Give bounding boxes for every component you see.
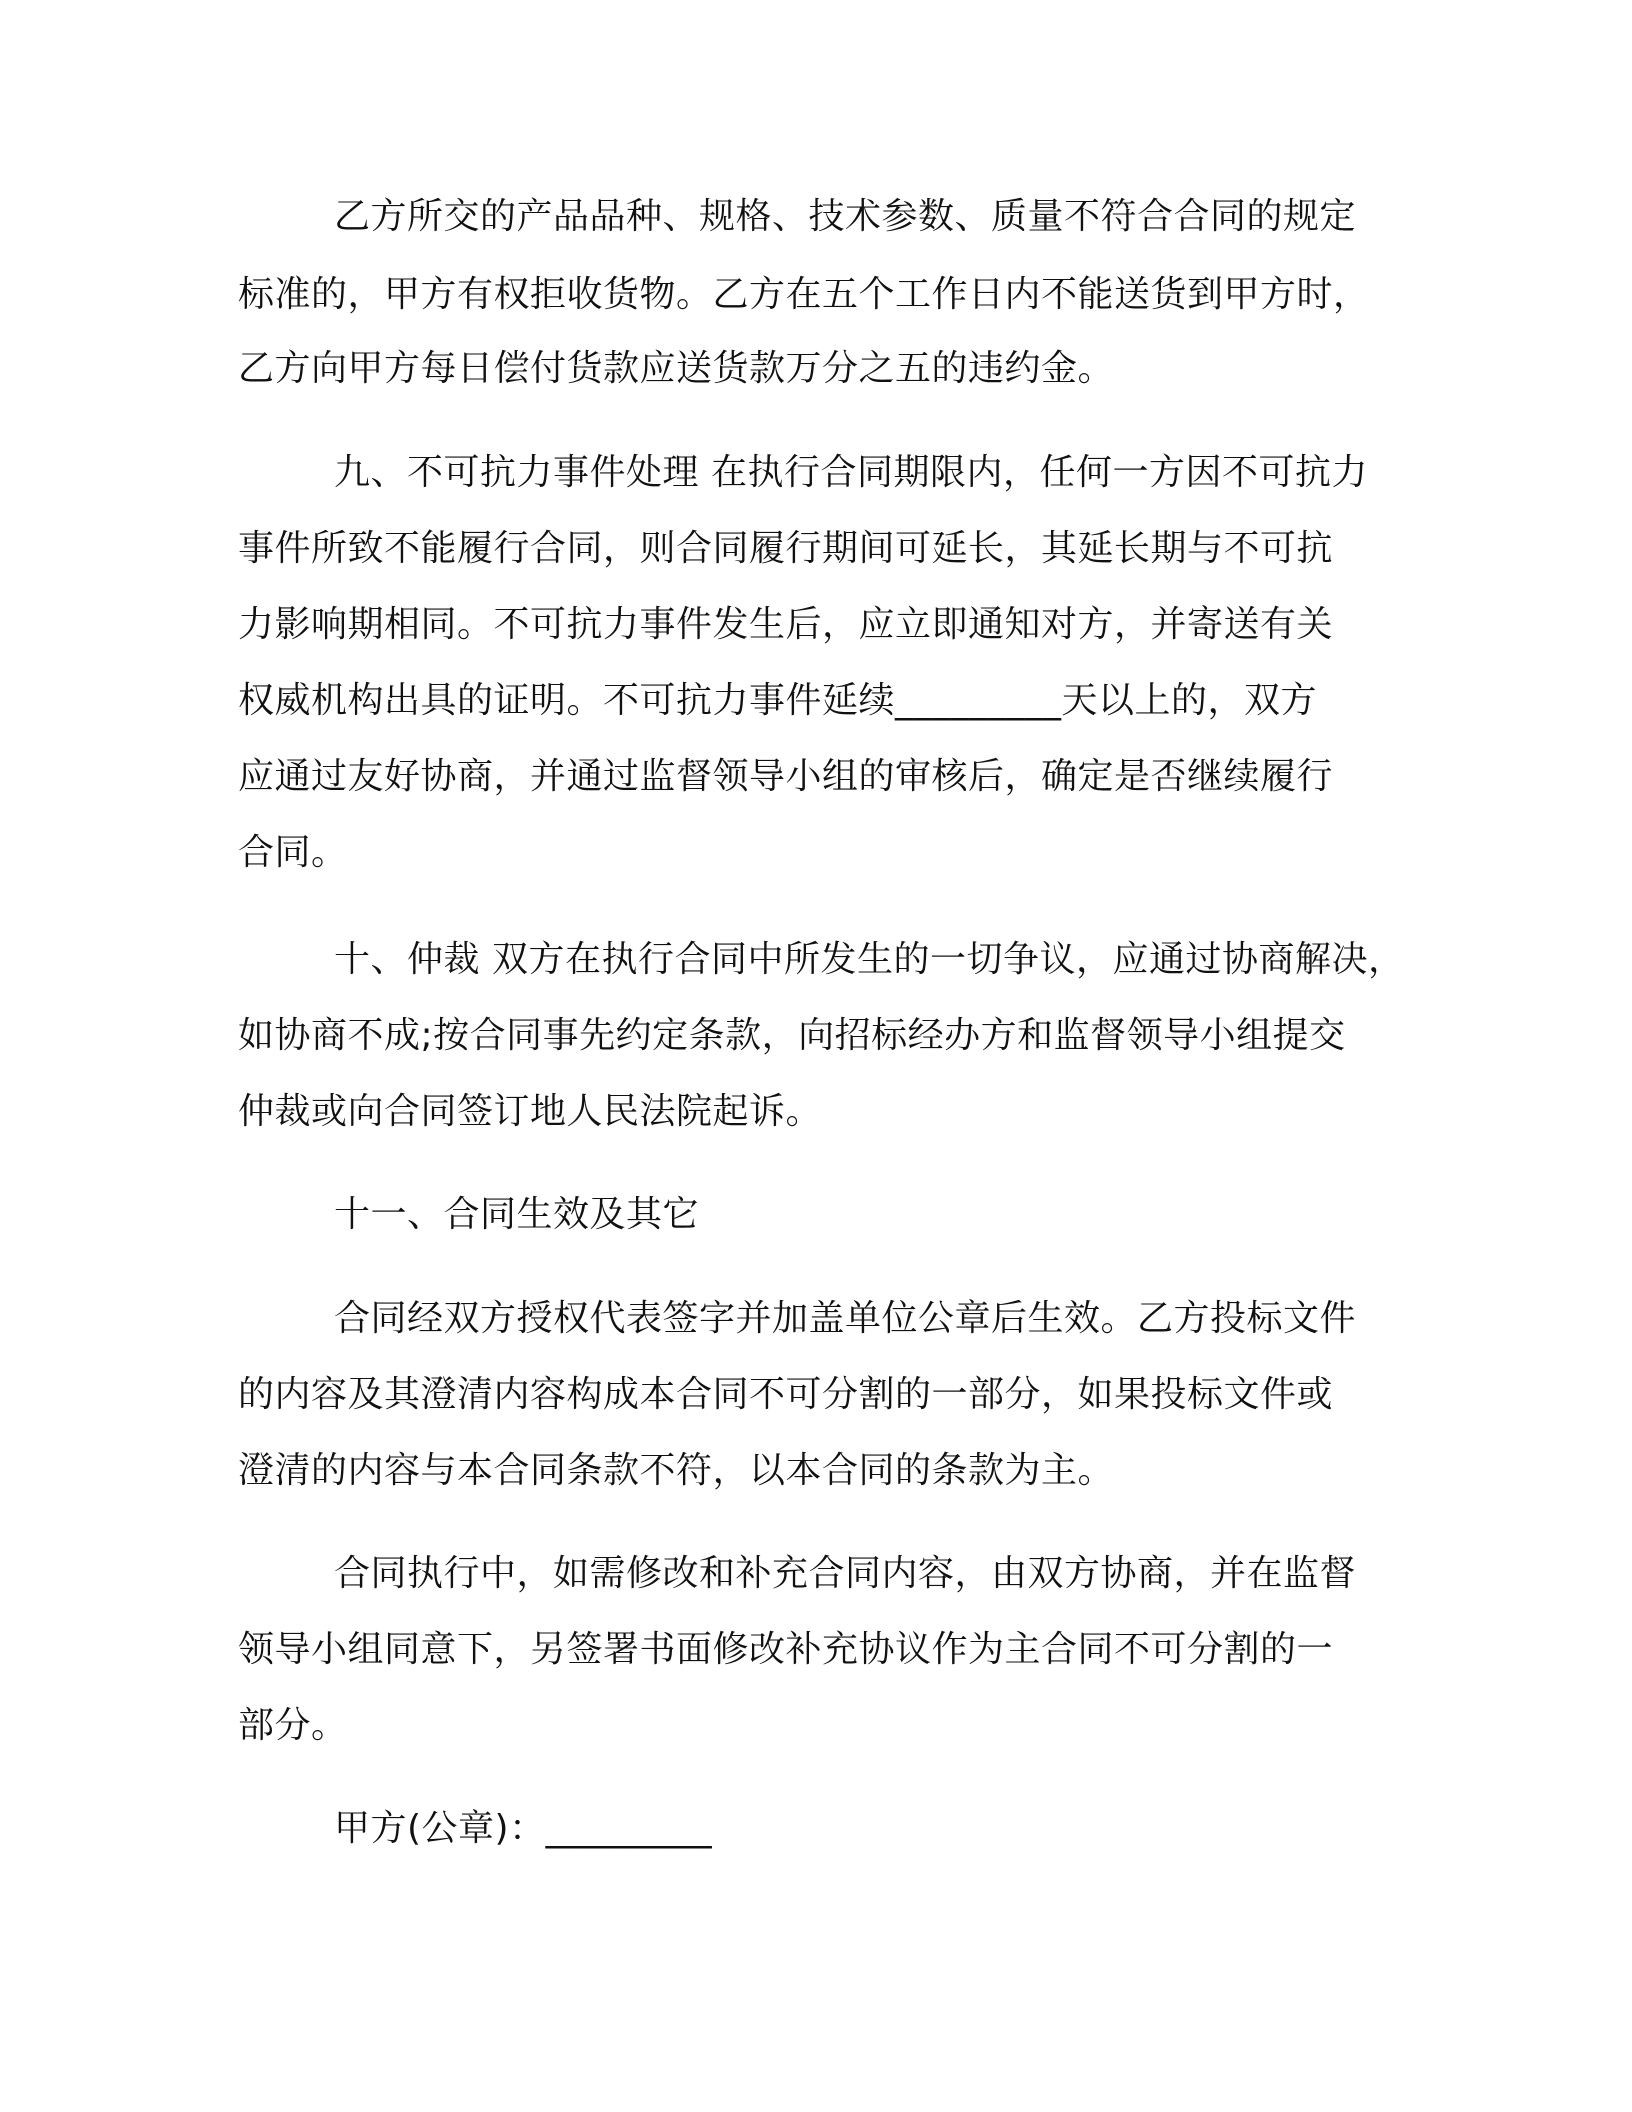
amendment-line: 部分。 — [238, 1705, 348, 1746]
amendment-line: 领导小组同意下，另签署书面修改补充协议作为主合同不可分割的一 — [238, 1629, 1334, 1670]
section-10-line: 十、仲裁 双方在执行合同中所发生的一切争议，应通过协商解决， — [334, 939, 1405, 980]
section-10-line: 仲裁或向合同签订地人民法院起诉。 — [238, 1091, 823, 1132]
section-9-line: 应通过友好协商，并通过监督领导小组的审核后，确定是否继续履行 — [238, 756, 1334, 797]
amendment-line: 合同执行中，如需修改和补充合同内容，由双方协商，并在监督 — [334, 1553, 1357, 1594]
section-9-line: 合同。 — [238, 832, 348, 873]
party-a-seal-line: 甲方(公章)：_________ — [334, 1808, 713, 1849]
section-9-line: 事件所致不能履行合同，则合同履行期间可延长，其延长期与不可抗 — [238, 528, 1334, 569]
paragraph-line: 标准的，甲方有权拒收货物。乙方在五个工作日内不能送货到甲方时， — [238, 274, 1370, 315]
section-11-line: 澄清的内容与本合同条款不符，以本合同的条款为主。 — [238, 1450, 1115, 1491]
section-9-line: 九、不可抗力事件处理 在执行合同期限内，任何一方因不可抗力 — [334, 452, 1368, 493]
section-9-line: 力影响期相同。不可抗力事件发生后，应立即通知对方，并寄送有关 — [238, 604, 1334, 645]
section-11-line: 的内容及其澄清内容构成本合同不可分割的一部分，如果投标文件或 — [238, 1374, 1334, 1415]
paragraph-line: 乙方所交的产品品种、规格、技术参数、质量不符合合同的规定 — [334, 196, 1357, 237]
section-10-line: 如协商不成;按合同事先约定条款，向招标经办方和监督领导小组提交 — [238, 1015, 1346, 1056]
section-11-heading: 十一、合同生效及其它 — [334, 1194, 700, 1235]
paragraph-line: 乙方向甲方每日偿付货款应送货款万分之五的违约金。 — [238, 348, 1115, 389]
section-9-line: 权威机构出具的证明。不可抗力事件延续_________天以上的，双方 — [238, 680, 1318, 721]
section-11-line: 合同经双方授权代表签字并加盖单位公章后生效。乙方投标文件 — [334, 1298, 1357, 1339]
